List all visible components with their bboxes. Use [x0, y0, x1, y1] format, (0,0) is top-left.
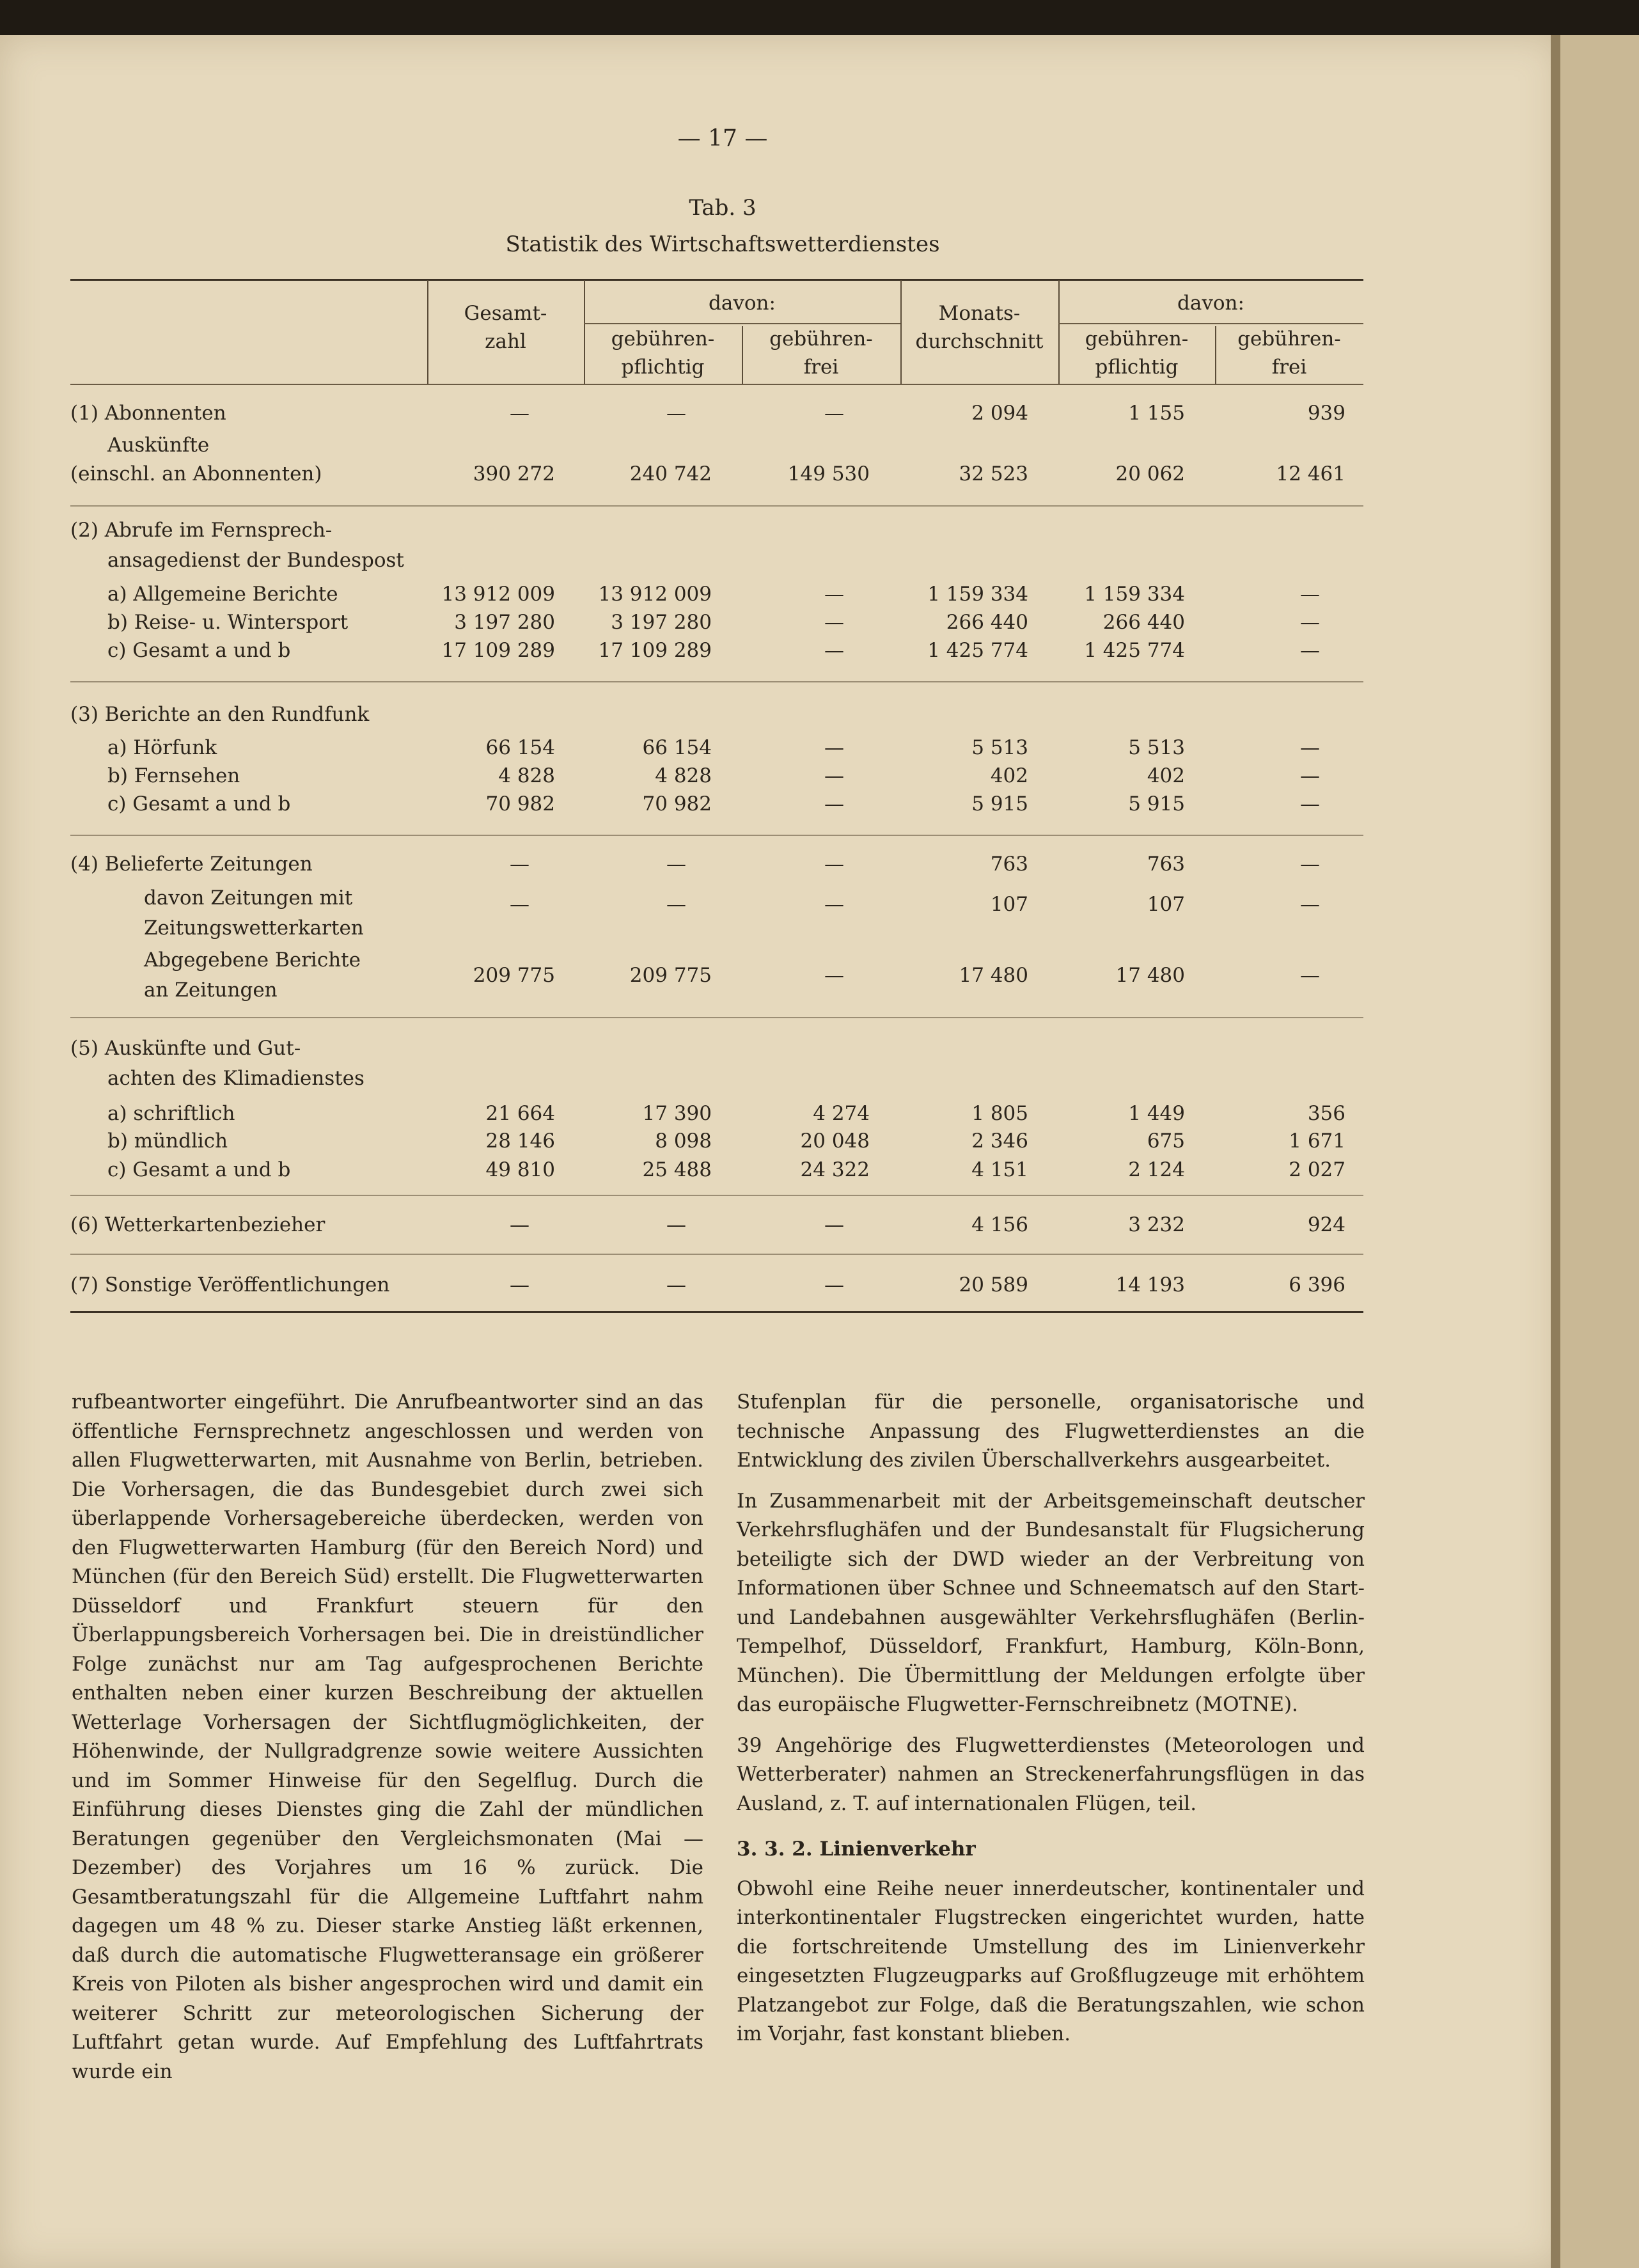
- table-cell: 107: [990, 893, 1028, 916]
- book-edge: [1560, 35, 1639, 2268]
- table-cell: 2 027: [1289, 1158, 1345, 1181]
- table-cell: 66 154: [642, 736, 712, 759]
- table-cell: —: [1300, 583, 1320, 606]
- table-cell: 17 480: [1115, 964, 1185, 987]
- row-label: achten des Klimadienstes: [107, 1067, 365, 1090]
- row-label: b) mündlich: [107, 1130, 228, 1153]
- table-cell: 402: [1147, 764, 1185, 787]
- table-cell: —: [824, 736, 844, 759]
- table-cell: 4 828: [498, 764, 555, 787]
- header-monatsdurchschnitt: Monats- durchschnitt: [915, 302, 1044, 353]
- table-number: Tab. 3: [689, 195, 757, 221]
- table-cell: —: [824, 1273, 844, 1296]
- table-cell: —: [824, 964, 844, 987]
- table-cell: 24 322: [800, 1158, 870, 1181]
- row-label: (7) Sonstige Veröffentlichungen: [70, 1273, 390, 1296]
- table-cell: —: [824, 1213, 844, 1236]
- table-cell: 4 828: [655, 764, 712, 787]
- row-label: Zeitungswetterkarten: [144, 917, 364, 940]
- row-label: (einschl. an Abonnenten): [70, 462, 322, 485]
- row-label: Auskünfte: [107, 434, 210, 457]
- table-cell: 4 274: [813, 1102, 870, 1125]
- header-gebuehrenfrei: gebühren- frei: [1237, 327, 1341, 379]
- table-cell: 17 109 289: [441, 639, 555, 662]
- table-cell: 149 530: [787, 462, 870, 485]
- table-cell: 6 396: [1289, 1273, 1345, 1296]
- row-label: (4) Belieferte Zeitungen: [70, 853, 313, 876]
- table-cell: 20 048: [800, 1130, 870, 1153]
- table-cell: —: [666, 1273, 686, 1296]
- table-cell: 66 154: [485, 736, 555, 759]
- table-cell: 5 915: [1128, 792, 1185, 815]
- table-cell: 1 425 774: [1084, 639, 1185, 662]
- row-label: (2) Abrufe im Fernsprech-: [70, 519, 333, 542]
- row-label: a) Hörfunk: [107, 736, 217, 759]
- table-cell: —: [824, 792, 844, 815]
- header-davon: davon:: [1177, 292, 1244, 315]
- table-cell: 3 197 280: [611, 611, 712, 634]
- table-cell: 20 589: [959, 1273, 1028, 1296]
- page-number: — 17 —: [677, 125, 768, 152]
- table-top-rule: [70, 279, 1363, 281]
- row-label: c) Gesamt a und b: [107, 639, 291, 662]
- paragraph: Obwohl eine Reihe neuer innerdeutscher, kontinentaler und interkontinentaler Flugstrecken eingerichtet wurden, hatte die fortschreitende Umstellung des im Linienverkehr eingesetzten Flugzeugparks auf Großflugzeuge mit erhöhtem Platzangebot zur Folge, daß die Beratungszahlen, wie schon im Vorjahr, fast konstant blieben.: [737, 1877, 1365, 2045]
- table-cell: 13 912 009: [441, 583, 555, 606]
- section-rule: [70, 1017, 1363, 1018]
- table-cell: —: [510, 1273, 529, 1296]
- table-cell: 1 155: [1128, 402, 1185, 425]
- table-cell: 12 461: [1276, 462, 1345, 485]
- table-cell: 209 775: [473, 964, 555, 987]
- table-cell: 25 488: [642, 1158, 712, 1181]
- table-cell: —: [824, 402, 844, 425]
- table-cell: 939: [1307, 402, 1345, 425]
- table-cell: 20 062: [1115, 462, 1185, 485]
- section-rule: [70, 505, 1363, 507]
- table-cell: 266 440: [946, 611, 1028, 634]
- section-heading: 3. 3. 2. Linienverkehr: [737, 1838, 976, 1861]
- table-cell: —: [824, 853, 844, 876]
- table-cell: 2 346: [971, 1130, 1028, 1153]
- table-cell: 1 449: [1128, 1102, 1185, 1125]
- row-label: ansagedienst der Bundespost: [107, 549, 404, 572]
- table-cell: 675: [1147, 1130, 1185, 1153]
- table-cell: 1 671: [1289, 1130, 1345, 1153]
- table-cell: 3 197 280: [454, 611, 555, 634]
- table-cell: 17 109 289: [598, 639, 712, 662]
- scan-border-top: [0, 0, 1639, 37]
- table-cell: 763: [990, 853, 1028, 876]
- table-cell: —: [666, 853, 686, 876]
- table-cell: —: [1300, 893, 1320, 916]
- table-cell: —: [510, 402, 529, 425]
- table-cell: 1 159 334: [927, 583, 1028, 606]
- table-cell: 209 775: [629, 964, 712, 987]
- table-cell: 390 272: [473, 462, 555, 485]
- table-cell: 5 513: [971, 736, 1028, 759]
- table-cell: —: [510, 1213, 529, 1236]
- left-text-column: [72, 1388, 703, 2098]
- table-cell: —: [1300, 792, 1320, 815]
- row-label: (6) Wetterkartenbezieher: [70, 1213, 325, 1236]
- row-label: b) Reise- u. Wintersport: [107, 611, 349, 634]
- table-header-rule: [70, 384, 1363, 385]
- table-cell: 4 151: [971, 1158, 1028, 1181]
- paragraph: 39 Angehörige des Flugwetterdienstes (Meteorologen und Wetterberater) nahmen an Streckenerfahrungsflügen in das Ausland, z. T. auf internationalen Flügen, teil.: [737, 1733, 1365, 1815]
- table-cell: 32 523: [959, 462, 1028, 485]
- row-label: b) Fernsehen: [107, 764, 240, 787]
- table-cell: —: [824, 611, 844, 634]
- table-cell: 21 664: [485, 1102, 555, 1125]
- paragraph: Stufenplan für die personelle, organisatorische und technische Anpassung des Flugwetterdienstes an die Entwicklung des zivilen Überschallverkehrs ausgearbeitet.: [737, 1390, 1365, 1472]
- table-cell: 17 480: [959, 964, 1028, 987]
- table-cell: 5 915: [971, 792, 1028, 815]
- table-cell: —: [666, 1213, 686, 1236]
- table-cell: —: [666, 402, 686, 425]
- table-cell: 17 390: [642, 1102, 712, 1125]
- table-cell: —: [1300, 964, 1320, 987]
- table-cell: 2 124: [1128, 1158, 1185, 1181]
- header-gebuehrenpflichtig: gebühren- pflichtig: [1085, 327, 1189, 379]
- row-label: (5) Auskünfte und Gut-: [70, 1037, 301, 1060]
- table-cell: 13 912 009: [598, 583, 712, 606]
- table-cell: 1 425 774: [927, 639, 1028, 662]
- header-gebuehrenpflichtig: gebühren- pflichtig: [611, 327, 715, 379]
- table-cell: 924: [1307, 1213, 1345, 1236]
- table-cell: —: [510, 853, 529, 876]
- table-cell: —: [824, 764, 844, 787]
- table-cell: 8 098: [655, 1130, 712, 1153]
- table-cell: 14 193: [1115, 1273, 1185, 1296]
- table-cell: —: [666, 893, 686, 916]
- table-cell: 70 982: [642, 792, 712, 815]
- header-gesamtzahl: Gesamt- zahl: [464, 302, 547, 353]
- section-rule: [70, 1195, 1363, 1196]
- row-label: c) Gesamt a und b: [107, 792, 291, 815]
- table-cell: 1 159 334: [1084, 583, 1185, 606]
- table-cell: 70 982: [485, 792, 555, 815]
- paragraph: In Zusammenarbeit mit der Arbeitsgemeinschaft deutscher Verkehrsflughäfen und der Bundesanstalt für Flugsicherung beteiligte sich der DWD wieder an der Verbreitung von Informationen über Schnee und Schneematsch auf den Start- und Landebahnen ausgewählter Verkehrsflughäfen (Berlin-Tempelhof, Düsseldorf, Frankfurt, Hamburg, Köln-Bonn, München). Die Übermittlung der Meldungen erfolgte über das europäische Flugwetter-Fernschreibnetz (MOTNE).: [737, 1489, 1365, 1716]
- row-label: (1) Abonnenten: [70, 402, 226, 425]
- table-cell: 107: [1147, 893, 1185, 916]
- row-label: davon Zeitungen mit: [144, 886, 353, 910]
- table-cell: —: [824, 639, 844, 662]
- table-cell: 4 156: [971, 1213, 1028, 1236]
- davon-underline: [1058, 323, 1363, 324]
- row-label: c) Gesamt a und b: [107, 1158, 291, 1181]
- table-cell: 763: [1147, 853, 1185, 876]
- table-cell: 240 742: [629, 462, 712, 485]
- row-label: Abgegebene Berichte: [144, 949, 361, 972]
- table-cell: —: [1300, 736, 1320, 759]
- header-davon: davon:: [709, 292, 776, 315]
- section-rule: [70, 1254, 1363, 1255]
- table-title: Statistik des Wirtschaftswetterdienstes: [505, 232, 940, 257]
- table-cell: 2 094: [971, 402, 1028, 425]
- table-cell: —: [824, 893, 844, 916]
- table-cell: 356: [1307, 1102, 1345, 1125]
- header-gebuehrenfrei: gebühren- frei: [769, 327, 873, 379]
- table-cell: 1 805: [971, 1102, 1028, 1125]
- table-cell: 266 440: [1102, 611, 1185, 634]
- table-cell: 49 810: [485, 1158, 555, 1181]
- davon-underline: [584, 323, 900, 324]
- row-label: a) Allgemeine Berichte: [107, 583, 338, 606]
- section-rule: [70, 681, 1363, 682]
- table-cell: —: [510, 893, 529, 916]
- table-cell: 5 513: [1128, 736, 1185, 759]
- row-label: an Zeitungen: [144, 979, 278, 1002]
- row-label: (3) Berichte an den Rundfunk: [70, 703, 370, 726]
- table-bottom-rule: [70, 1311, 1363, 1313]
- table-cell: 28 146: [485, 1130, 555, 1153]
- row-label: a) schriftlich: [107, 1102, 235, 1125]
- right-text-column: [737, 1388, 1365, 2061]
- table-cell: —: [1300, 639, 1320, 662]
- section-rule: [70, 835, 1363, 836]
- table-cell: —: [824, 583, 844, 606]
- table-cell: 3 232: [1128, 1213, 1185, 1236]
- table-cell: —: [1300, 853, 1320, 876]
- table-cell: —: [1300, 764, 1320, 787]
- paragraph: rufbeantworter eingeführt. Die Anrufbeantworter sind an das öffentliche Fernsprechnetz angeschlossen und werden von allen Flugwetterwarten, mit Ausnahme von Berlin, betrieben. Die Vorhersagen, die das Bundesgebiet durch zwei sich überlappende Vorhersagebereiche überdecken, werden von den Flugwetterwarten Hamburg (für den Bereich Nord) und München (für den Bereich Süd) erstellt. Die Flugwetterwarten Düsseldorf und Frankfurt steuern für den Überlappungsbereich Vorhersagen bei. Die in dreistündlicher Folge zunächst nur am Tag aufgesprochenen Berichte enthalten neben einer kurzen Beschreibung der aktuellen Wetterlage Vorhersagen der Sichtflugmöglichkeiten, der Höhenwinde, der Nullgradgrenze sowie weitere Aussichten und im Sommer Hinweise für den Segelflug. Durch die Einführung dieses Dienstes ging die Zahl der mündlichen Beratungen gegenüber den Vergleichsmonaten (Mai — Dezember) des Vorjahres um 16 % zurück. Die Gesamtberatungszahl für die Allgemeine Luftfahrt nahm dagegen um 48 % zu. Dieser starke Anstieg läßt erkennen, daß durch die automatische Flugwetteransage ein größerer Kreis von Piloten als bisher angesprochen wird und damit ein weiterer Schritt zur meteorologischen Sicherung der Luftfahrt getan wurde. Auf Empfehlung des Luftfahrtrats wurde ein: [72, 1390, 703, 2083]
- table-cell: 402: [990, 764, 1028, 787]
- table-cell: —: [1300, 611, 1320, 634]
